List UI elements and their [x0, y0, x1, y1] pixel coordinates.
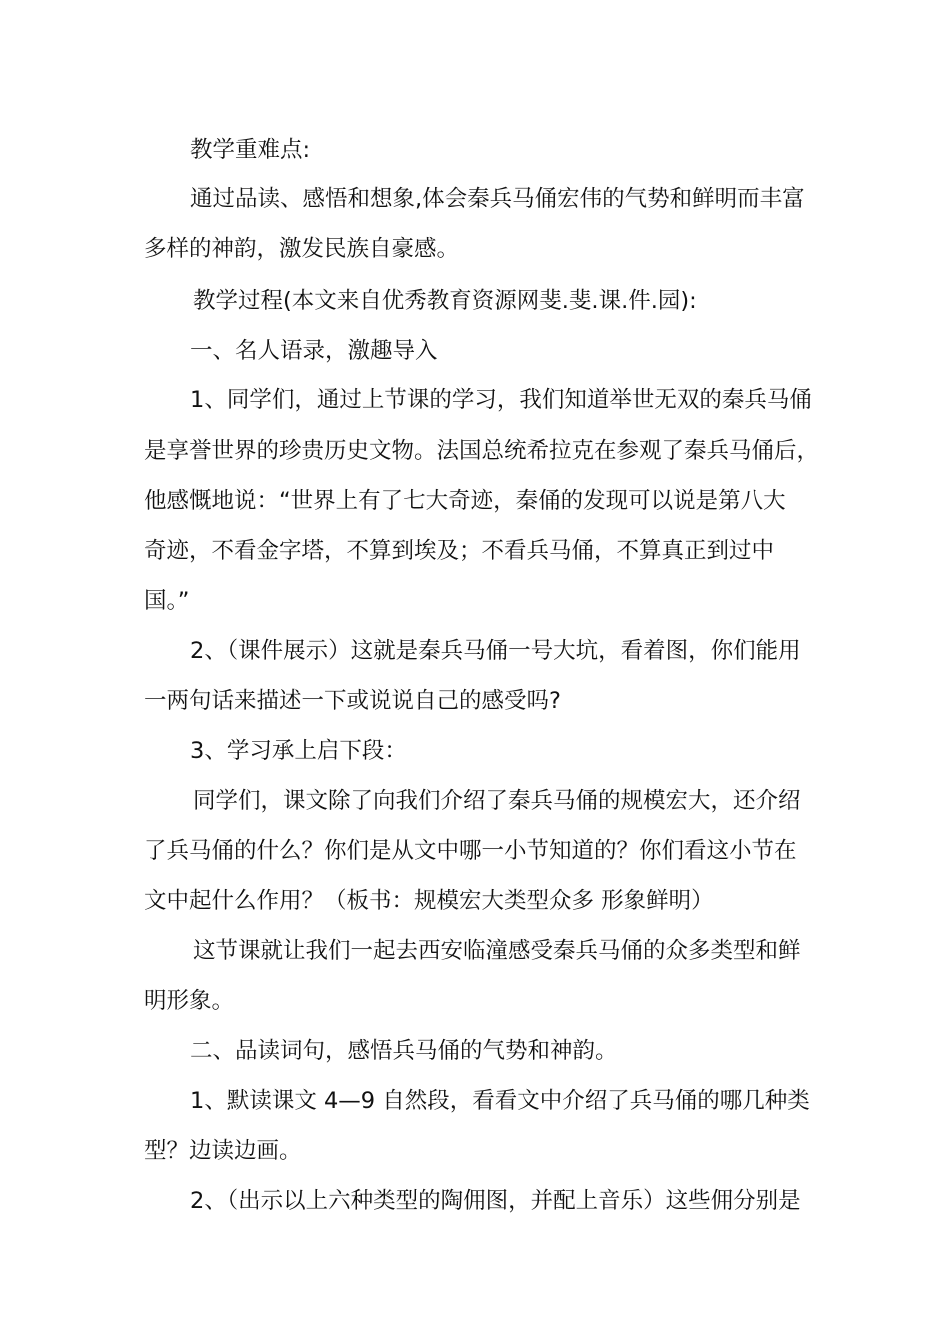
paragraph-line: 国。”: [144, 588, 190, 614]
paragraph-line: 2、（出示以上六种类型的陶佣图，并配上音乐）这些佣分别是: [190, 1188, 801, 1214]
paragraph-line: 奇迹，不看金字塔，不算到埃及；不看兵马俑，不算真正到过中: [144, 538, 775, 564]
paragraph-line: 多样的神韵，激发民族自豪感。: [144, 236, 460, 262]
paragraph-line: 文中起什么作用？（板书：规模宏大类型众多 形象鲜明）: [144, 888, 714, 914]
paragraph-line: 了兵马俑的什么？你们是从文中哪一小节知道的？你们看这小节在: [144, 838, 797, 864]
paragraph-line: 通过品读、感悟和想象,体会秦兵马俑宏伟的气势和鲜明而丰富: [190, 186, 805, 212]
paragraph-line: 3、学习承上启下段：: [190, 738, 407, 764]
paragraph-line: 是享誉世界的珍贵历史文物。法国总统希拉克在参观了秦兵马俑后，: [144, 438, 820, 464]
paragraph-line: 2、（课件展示）这就是秦兵马俑一号大坑，看着图，你们能用: [190, 638, 801, 664]
paragraph-line: 1、默读课文 4—9 自然段，看看文中介绍了兵马俑的哪几种类: [190, 1088, 810, 1114]
paragraph-line: 型？边读边画。: [144, 1138, 302, 1164]
paragraph-line: 明形象。: [144, 988, 235, 1014]
heading-key-points: 教学重难点:: [190, 137, 311, 163]
paragraph-line: 同学们，课文除了向我们介绍了秦兵马俑的规模宏大，还介绍: [193, 788, 801, 814]
section-heading: 二、品读词句，感悟兵马俑的气势和神韵。: [190, 1038, 618, 1064]
paragraph-line: 一两句话来描述一下或说说自己的感受吗?: [144, 688, 561, 714]
heading-teaching-process: 教学过程(本文来自优秀教育资源网斐.斐.课.件.园):: [193, 288, 697, 314]
paragraph-line: 这节课就让我们一起去西安临潼感受秦兵马俑的众多类型和鲜: [193, 938, 801, 964]
section-heading: 一、名人语录，激趣导入: [190, 338, 438, 364]
paragraph-line: 他感慨地说：“世界上有了七大奇迹，秦俑的发现可以说是第八大: [144, 488, 786, 514]
paragraph-line: 1、同学们，通过上节课的学习，我们知道举世无双的秦兵马俑: [190, 387, 812, 413]
